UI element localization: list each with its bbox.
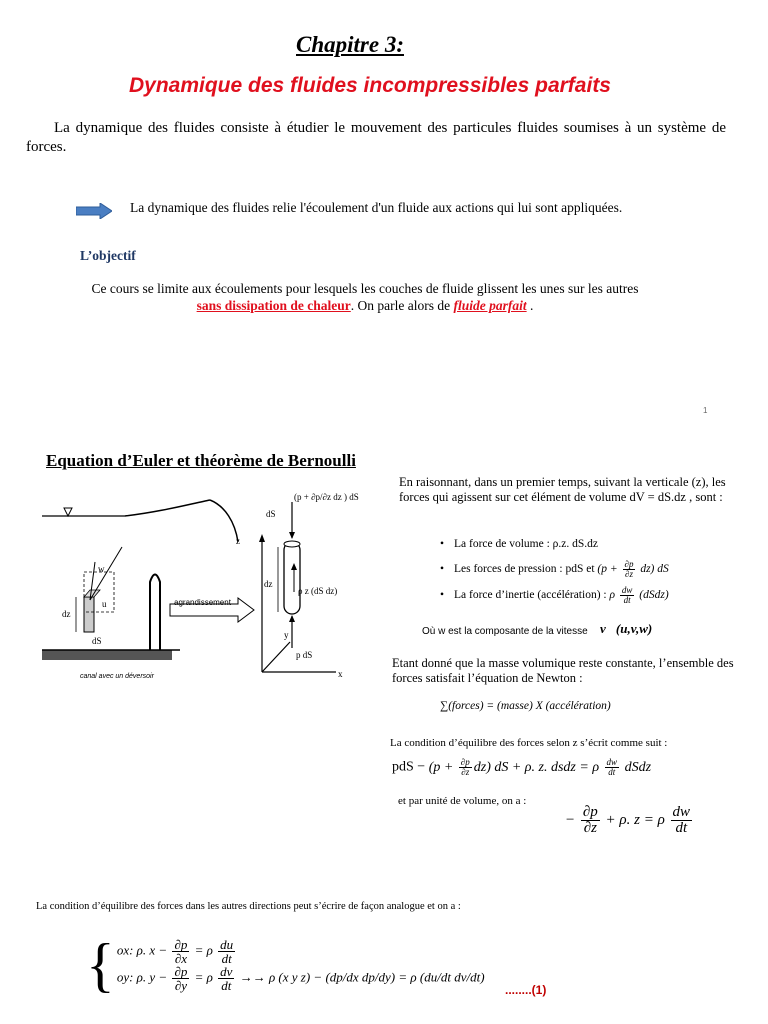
right-arrow-icon [76,203,112,219]
velocity-component-note: Où w est la composante de la vitesse [422,626,588,637]
velocity-vector: v⃗(u,v,w) [600,621,653,636]
label-top-force: (p + ∂p/∂z dz ) dS [294,492,359,502]
highlight-perfect-fluid: fluide parfait [453,298,527,313]
objectif-end: . [526,298,534,313]
objectif-heading: L’objectif [80,248,136,263]
label-x: x [338,669,343,679]
label-dz-left: dz [62,609,71,619]
paragraph-vertical: En raisonnant, dans un premier temps, suivant la verticale (z), les forces qui agissent sur cet élément de volume dV = dS.dz , sont : [399,475,726,504]
label-u: u [102,599,107,609]
per-unit-volume-text: et par unité de volume, on a : [398,795,527,807]
label-w: w [98,564,105,574]
enlarge-label: agrandissement [174,598,231,607]
chapter-heading: Chapitre 3: [296,32,404,57]
objectif-line2 [0,298,730,314]
paragraph-newton: Etant donné que la masse volumique reste constante, l’ensemble des forces satisfait l’équation de Newton : [392,656,734,685]
label-rho: ρ z (dS dz) [298,586,338,596]
page-number: 1 [703,406,708,415]
intro-paragraph: La dynamique des fluides consiste à étudier le mouvement des particules fluides soumises à un système de forces. [26,120,726,155]
bullet-text-2: Les forces de pression : pdS et [454,563,595,576]
bullet-volume-force: • La force de volume : ρ.z. dS.dz [440,538,599,550]
bullet-pressure-force: • Les forces de pression : pdS et (p + $\frac{\partial p}{\partial z}$ dz) dS [440,559,669,579]
chapter-title: Dynamique des fluides incompressibles parfaits [129,74,611,97]
label-ds-left: dS [92,636,102,646]
highlight-no-heat: sans dissipation de chaleur [196,298,351,313]
euler-system-equations: { ox: ρ. x − $\frac{\partial p}{\partial x}$ = ρ $\frac{du}{dt}$ oy: ρ. y − $\frac{\partial p}{\partial y}$ = ρ $\frac{dv}{dt}$ →→ ρ (x y z) − (dp/dx dp/dy) = ρ (du/dt dv/dt) [86,932,485,998]
equilibrium-z-text: La condition d’équilibre des forces selon z s’écrit comme suit : [390,737,668,749]
bullet-text-1: La force de volume : ρ.z. dS.dz [454,538,599,550]
label-pds: p dS [296,650,313,660]
label-y: y [284,630,289,640]
newton-equation: ∑(forces) = (masse) X (accélération) [440,700,611,712]
euler-figure [40,472,375,687]
equation-reference: ........(1) [505,983,547,997]
figure-caption: canal avec un déversoir [80,673,154,680]
label-z: z [236,536,240,546]
label-dz-right: dz [264,579,273,589]
objectif-line1: Ce cours se limite aux écoulements pour lesquels les couches de fluide glissent les unes sur les autres [91,281,639,296]
bullet-text-3: La force d’inertie (accélération) : [454,589,607,602]
objectif-mid: . On parle alors de [350,298,454,313]
equilibrium-other-text: La condition d’équilibre des forces dans les autres directions peut s’écrire de façon analogue et on a : [36,901,461,912]
section-heading: Equation d’Euler et théorème de Bernoulli [46,451,356,470]
unit-volume-equation: − $\frac{\partial p}{\partial z}$ + ρ. z = ρ $\frac{dw}{dt}$ [565,804,691,836]
label-ds-right: dS [266,509,276,519]
bullet-inertia-force: • La force d’inertie (accélération) : ρ $\frac{dw}{dt}$ (dSdz) [440,585,669,605]
arrow-note: La dynamique des fluides relie l'écoulement d'un fluide aux actions qui lui sont appliquées. [130,200,623,215]
equilibrium-z-equation: pdS − (p + $\frac{\partial p}{\partial z}$ dz) dS + ρ. z. dsdz = ρ $\frac{dw}{dt}$ dSdz [392,757,652,777]
